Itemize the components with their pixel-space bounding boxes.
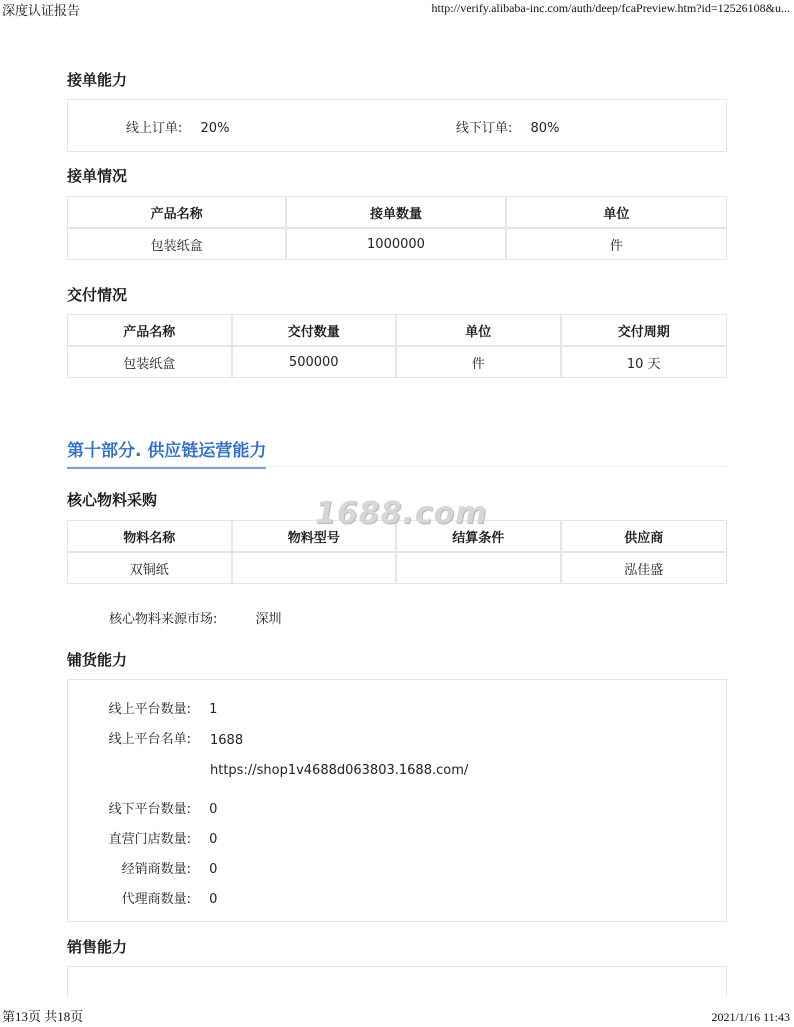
online-order-row — [126, 117, 229, 136]
print-datetime: 2021/1/16 11:43 — [711, 1010, 790, 1024]
table-header-row — [68, 197, 726, 229]
print-header-title: 深度认证报告 — [2, 3, 81, 18]
table-cell: 10 天 — [626, 356, 661, 372]
online-platform-link[interactable]: https://shop1v4688d063803.1688.com/ — [210, 763, 469, 778]
table-row — [68, 553, 726, 583]
delivery-status-title: 交付情况 — [67, 286, 128, 304]
core-materials-title: 核心物料采购 — [67, 491, 158, 509]
offline-count-value: 0 — [209, 802, 218, 817]
order-capacity-title: 接单能力 — [67, 71, 128, 89]
direct-store-label: 直营门店数量: — [108, 832, 191, 847]
table-cell — [397, 553, 562, 583]
part-ten-title: 第十部分. 供应链运营能力 — [67, 436, 266, 469]
online-order-value: 20% — [200, 121, 230, 136]
online-order-label: 线上订单: — [126, 121, 183, 136]
offline-count-label: 线下平台数量: — [108, 802, 191, 817]
agent-value: 0 — [209, 892, 218, 907]
table-cell: 包装纸盒 — [68, 229, 287, 259]
column-header: 物料名称 — [68, 521, 233, 553]
direct-store-row — [68, 828, 217, 847]
dealer-label: 经销商数量: — [121, 862, 191, 877]
column-header: 物料型号 — [233, 521, 398, 553]
column-header: 单位 — [397, 315, 562, 347]
offline-order-row — [456, 117, 559, 136]
distribution-panel — [67, 679, 727, 922]
online-names-row — [68, 728, 191, 747]
material-source-value: 深圳 — [255, 612, 282, 627]
table-row — [68, 347, 726, 377]
column-header: 单位 — [507, 197, 726, 229]
table-cell: 件 — [397, 347, 562, 377]
delivery-status-table — [67, 314, 727, 378]
order-status-table — [67, 196, 727, 260]
column-header: 接单数量 — [287, 197, 506, 229]
site-watermark: 1688.com — [315, 496, 488, 531]
offline-order-label: 线下订单: — [456, 121, 513, 136]
agent-row — [68, 888, 217, 907]
table-cell: 双铜纸 — [68, 553, 233, 583]
online-names-label: 线上平台名单: — [108, 732, 191, 747]
material-source-label: 核心物料来源市场: — [109, 612, 218, 627]
sales-capacity-title: 销售能力 — [67, 938, 128, 956]
online-count-label: 线上平台数量: — [108, 702, 191, 717]
column-header: 产品名称 — [68, 197, 287, 229]
sales-capacity-panel — [67, 966, 727, 997]
column-header: 供应商 — [562, 521, 727, 553]
table-header-row — [68, 315, 726, 347]
column-header: 交付数量 — [233, 315, 398, 347]
column-header: 交付周期 — [562, 315, 727, 347]
distribution-title: 铺货能力 — [67, 651, 128, 669]
print-header — [0, 0, 794, 18]
page-number: 第13页 共18页 — [2, 1009, 84, 1024]
column-header: 结算条件 — [397, 521, 562, 553]
direct-store-value: 0 — [209, 832, 218, 847]
print-header-url[interactable]: http://verify.alibaba-inc.com/auth/deep/fcaPreview.htm?id=12526108&u... — [431, 1, 790, 15]
order-capacity-panel — [67, 99, 727, 152]
table-cell: 泓佳盛 — [624, 562, 664, 578]
offline-count-row — [68, 798, 217, 817]
column-header: 产品名称 — [68, 315, 233, 347]
table-cell: 件 — [609, 238, 623, 254]
online-count-value: 1 — [209, 702, 218, 717]
online-platform-name: 1688 — [210, 733, 244, 748]
print-footer — [0, 1009, 794, 1027]
material-source-row — [109, 608, 282, 627]
agent-label: 代理商数量: — [121, 892, 191, 907]
offline-order-value: 80% — [530, 121, 560, 136]
part-divider — [67, 466, 727, 467]
online-count-row — [68, 698, 217, 717]
table-cell: 包装纸盒 — [68, 347, 233, 377]
table-cell: 1000000 — [287, 229, 506, 259]
order-status-title: 接单情况 — [67, 167, 128, 185]
table-row — [68, 229, 726, 259]
table-cell — [233, 553, 398, 583]
dealer-value: 0 — [209, 862, 218, 877]
table-cell: 500000 — [233, 347, 398, 377]
dealer-row — [68, 858, 217, 877]
